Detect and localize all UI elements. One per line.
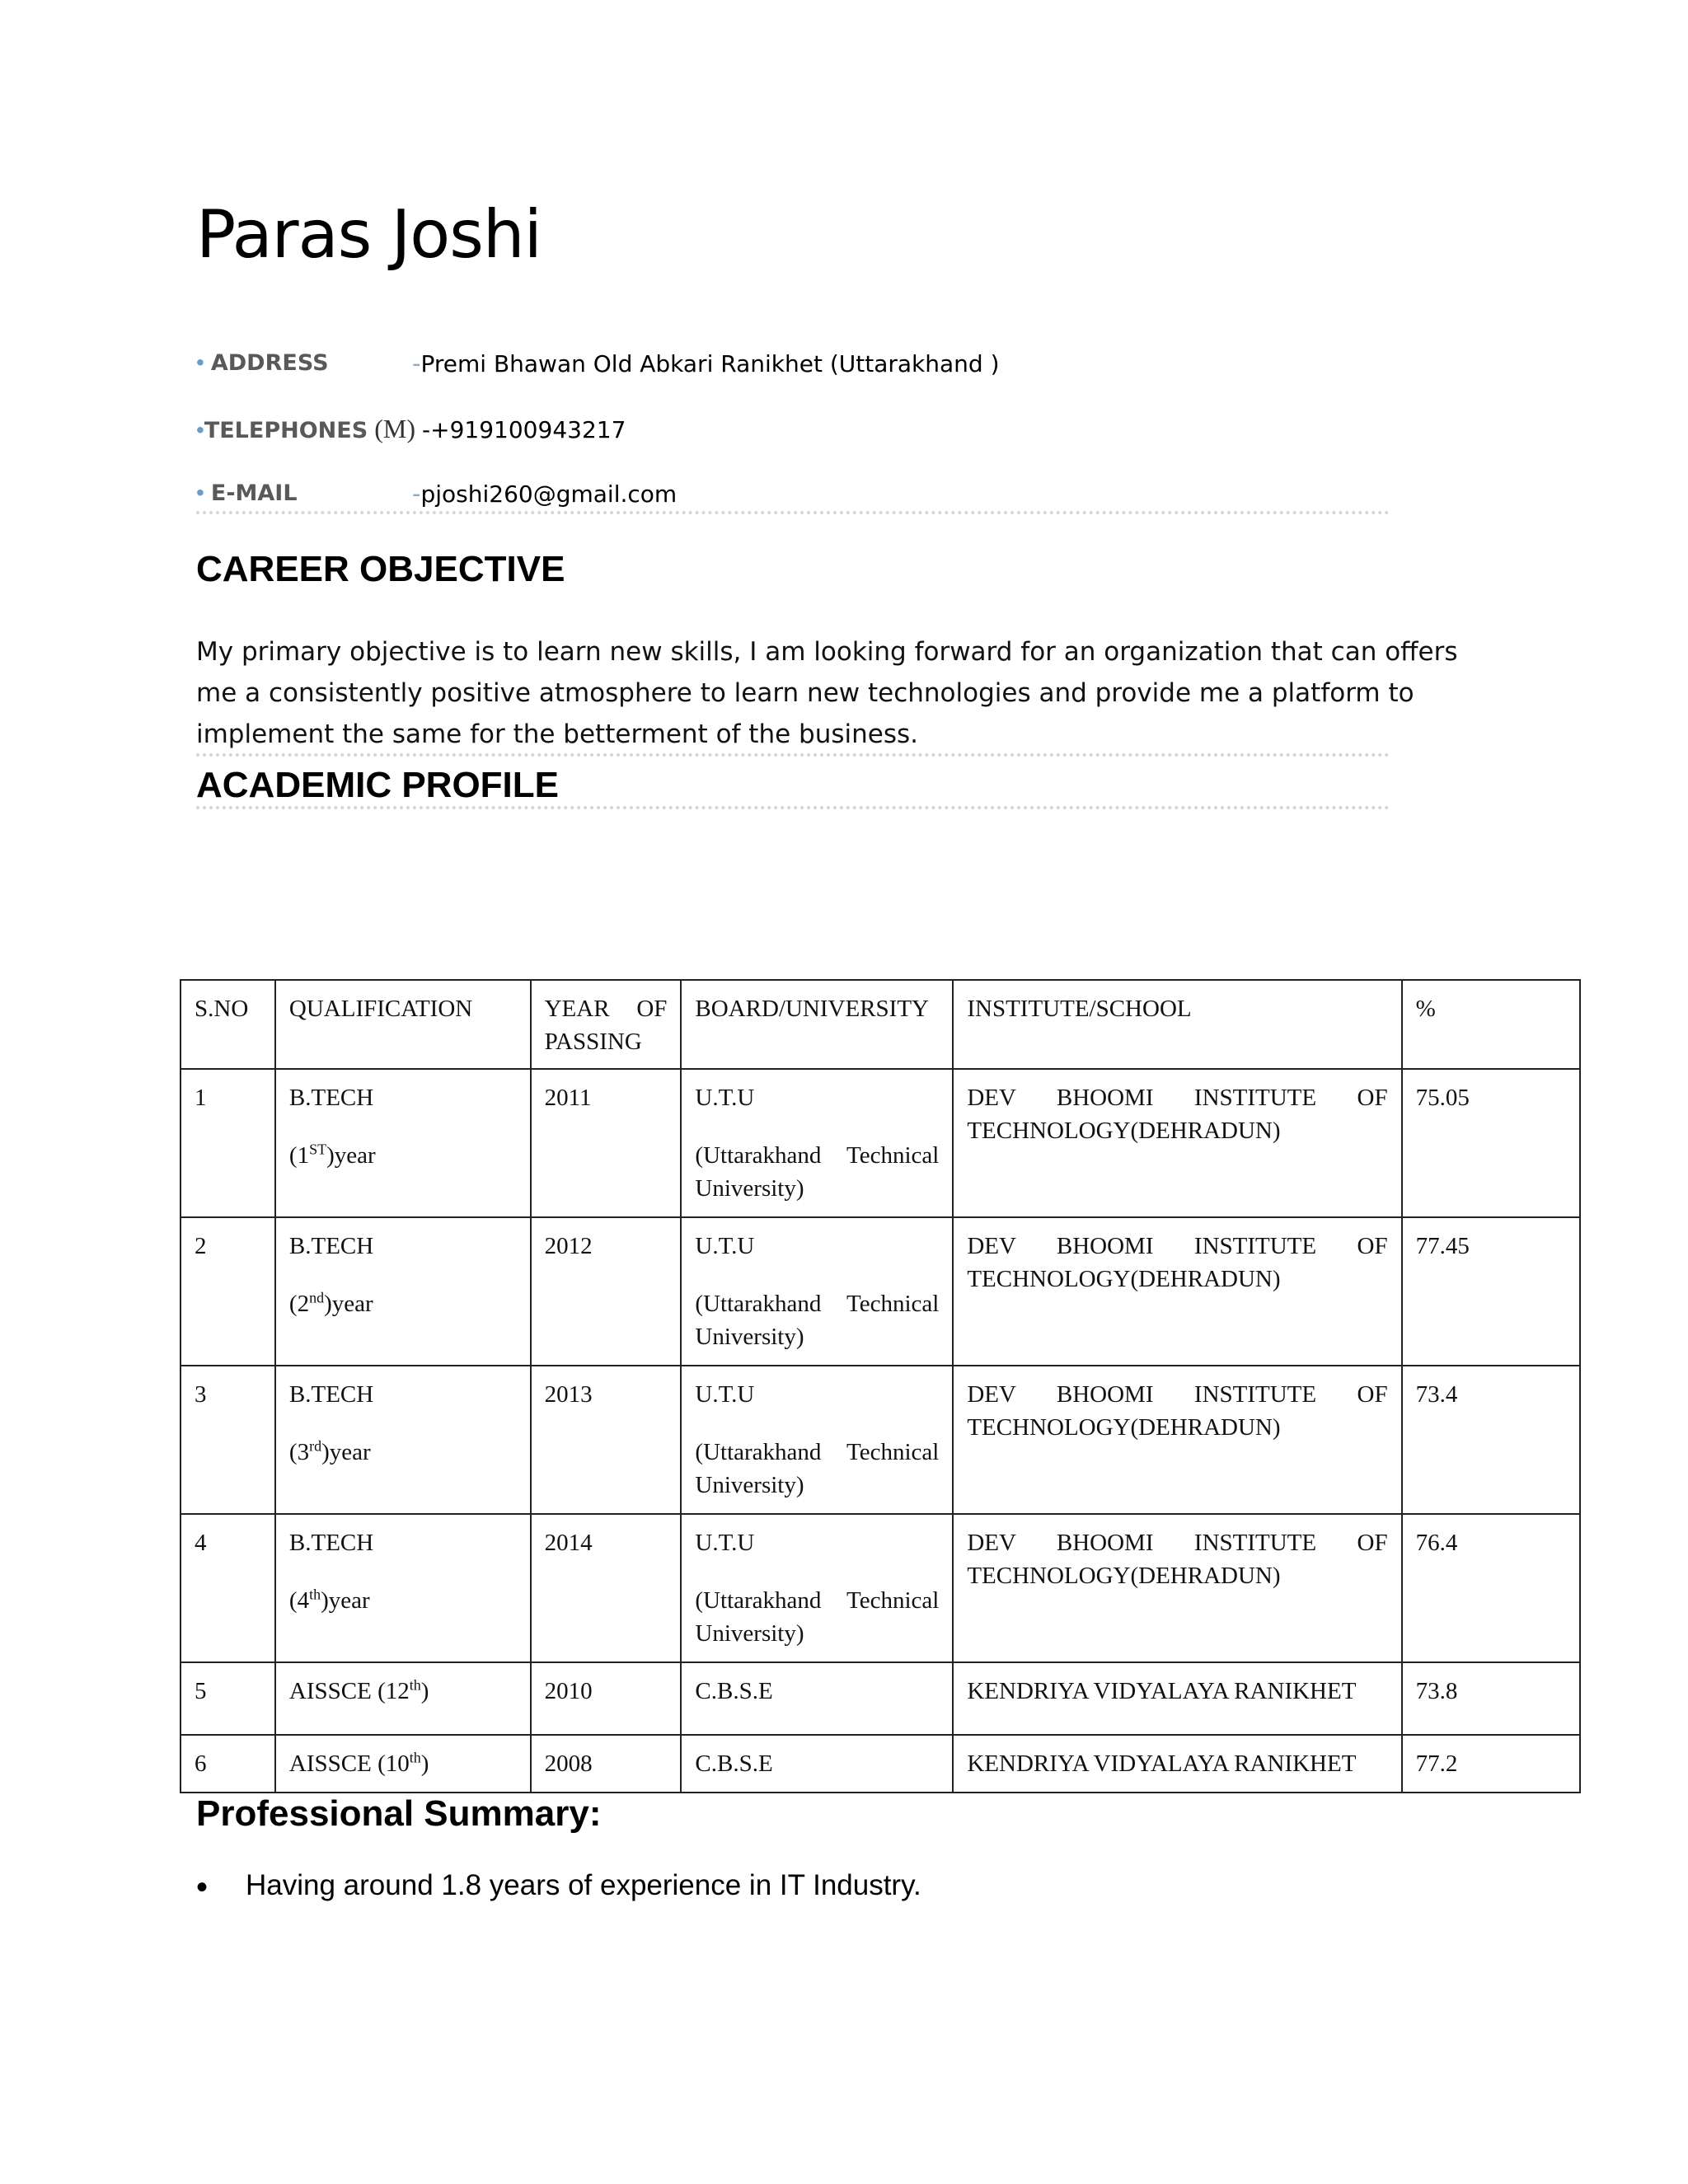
career-objective-heading: CAREER OBJECTIVE [196, 549, 565, 589]
cell-board [681, 1514, 953, 1662]
cell-board: C.B.S.E [681, 1735, 953, 1793]
cell-board [681, 1069, 953, 1217]
candidate-name: Paras Joshi [196, 196, 542, 273]
email-value[interactable]: pjoshi260@gmail.com [420, 480, 678, 508]
table-row [181, 1662, 1580, 1735]
cell-percent: 77.2 [1402, 1735, 1580, 1793]
board-full: (Uttarakhand Technical University) [695, 1587, 940, 1647]
board-full: (Uttarakhand Technical University) [695, 1439, 940, 1498]
table-row [181, 1217, 1580, 1366]
telephone-line [196, 414, 626, 444]
qualification-name: B.TECH [288, 1530, 374, 1556]
cell-board [681, 1366, 953, 1514]
divider [196, 806, 1390, 809]
cell-qualification [275, 1514, 531, 1662]
table-header-row [181, 980, 1580, 1069]
board-short: U.T.U [695, 1085, 755, 1111]
header-percent: % [1402, 980, 1580, 1069]
cell-percent: 73.8 [1402, 1662, 1580, 1735]
table-row [181, 1366, 1580, 1514]
cell-percent: 75.05 [1402, 1069, 1580, 1217]
board-full: (Uttarakhand Technical University) [695, 1142, 940, 1202]
cell-qualification: AISSCE (10th) [275, 1735, 531, 1793]
telephone-value: -+919100943217 [422, 416, 626, 443]
qualification-name: B.TECH [288, 1085, 374, 1111]
academic-table [180, 979, 1581, 1793]
bullet-icon: • [196, 417, 204, 443]
header-board: BOARD/UNIVERSITY [681, 980, 953, 1069]
cell-qualification [275, 1217, 531, 1366]
bullet-icon: • [196, 1869, 209, 1905]
cell-qualification: AISSCE (12th) [275, 1662, 531, 1735]
qualification-year: (3rd)year [288, 1437, 371, 1465]
email-label: E-MAIL [210, 480, 298, 506]
mobile-marker: (M) [374, 414, 415, 443]
divider [196, 753, 1390, 757]
table-row [181, 1735, 1580, 1793]
qualification-year: (1ST)year [288, 1141, 376, 1169]
telephones-label: TELEPHONES [204, 418, 368, 443]
separator: - [412, 480, 421, 508]
separator: - [412, 349, 421, 377]
header-sno: S.NO [181, 980, 275, 1069]
cell-sno: 5 [181, 1662, 275, 1735]
list-item: Having around 1.8 years of experience in IT Industry. [246, 1869, 921, 1901]
address-value: Premi Bhawan Old Abkari Ranikhet (Uttarakhand ) [420, 350, 1000, 377]
qualification-name: B.TECH [288, 1233, 374, 1259]
header-year-line1: YEAR OF [544, 996, 668, 1022]
cell-percent: 73.4 [1402, 1366, 1580, 1514]
cell-board: C.B.S.E [681, 1662, 953, 1735]
cell-sno: 1 [181, 1069, 275, 1217]
board-short: U.T.U [695, 1530, 755, 1556]
header-institute: INSTITUTE/SCHOOL [953, 980, 1401, 1069]
cell-institute: KENDRIYA VIDYALAYA RANIKHET [953, 1735, 1401, 1793]
cell-institute: DEV BHOOMI INSTITUTE OF TECHNOLOGY(DEHRADUN) [953, 1514, 1401, 1662]
bullet-icon: • [196, 480, 204, 505]
qualification-year: (2nd)year [288, 1289, 373, 1317]
address-value-line [412, 349, 1000, 378]
cell-year: 2012 [531, 1217, 682, 1366]
table-row [181, 1514, 1580, 1662]
table-row [181, 1069, 1580, 1217]
career-objective-text: My primary objective is to learn new skills, I am looking forward for an organization that can offers me a consistently positive atmosphere to learn new technologies and provide me a platform to implement the same for the betterment of the business. [196, 637, 1458, 749]
cell-year: 2011 [531, 1069, 682, 1217]
cell-sno: 2 [181, 1217, 275, 1366]
cell-institute: KENDRIYA VIDYALAYA RANIKHET [953, 1662, 1401, 1735]
header-year-line2: PASSING [544, 1029, 642, 1055]
cell-percent: 77.45 [1402, 1217, 1580, 1366]
address-line [196, 349, 329, 377]
cell-year: 2014 [531, 1514, 682, 1662]
cell-sno: 4 [181, 1514, 275, 1662]
academic-profile-heading: ACADEMIC PROFILE [196, 765, 559, 805]
cell-sno: 3 [181, 1366, 275, 1514]
cell-institute: DEV BHOOMI INSTITUTE OF TECHNOLOGY(DEHRADUN) [953, 1217, 1401, 1366]
cell-board [681, 1217, 953, 1366]
board-short: U.T.U [695, 1233, 755, 1259]
divider [196, 511, 1390, 514]
professional-summary-heading: Professional Summary: [196, 1793, 602, 1834]
cell-institute: DEV BHOOMI INSTITUTE OF TECHNOLOGY(DEHRADUN) [953, 1069, 1401, 1217]
cell-institute: DEV BHOOMI INSTITUTE OF TECHNOLOGY(DEHRADUN) [953, 1366, 1401, 1514]
header-year [531, 980, 682, 1069]
header-qualification: QUALIFICATION [275, 980, 531, 1069]
bullet-icon: • [196, 349, 204, 375]
email-value-line [412, 480, 677, 509]
address-label: ADDRESS [210, 350, 329, 376]
email-line [196, 480, 298, 507]
cell-qualification [275, 1069, 531, 1217]
board-full: (Uttarakhand Technical University) [695, 1291, 940, 1350]
board-short: U.T.U [695, 1381, 755, 1408]
cell-qualification [275, 1366, 531, 1514]
cell-year: 2010 [531, 1662, 682, 1735]
cell-sno: 6 [181, 1735, 275, 1793]
cell-year: 2013 [531, 1366, 682, 1514]
qualification-name: B.TECH [288, 1381, 374, 1408]
cell-year: 2008 [531, 1735, 682, 1793]
cell-percent: 76.4 [1402, 1514, 1580, 1662]
qualification-year: (4th)year [288, 1586, 370, 1614]
